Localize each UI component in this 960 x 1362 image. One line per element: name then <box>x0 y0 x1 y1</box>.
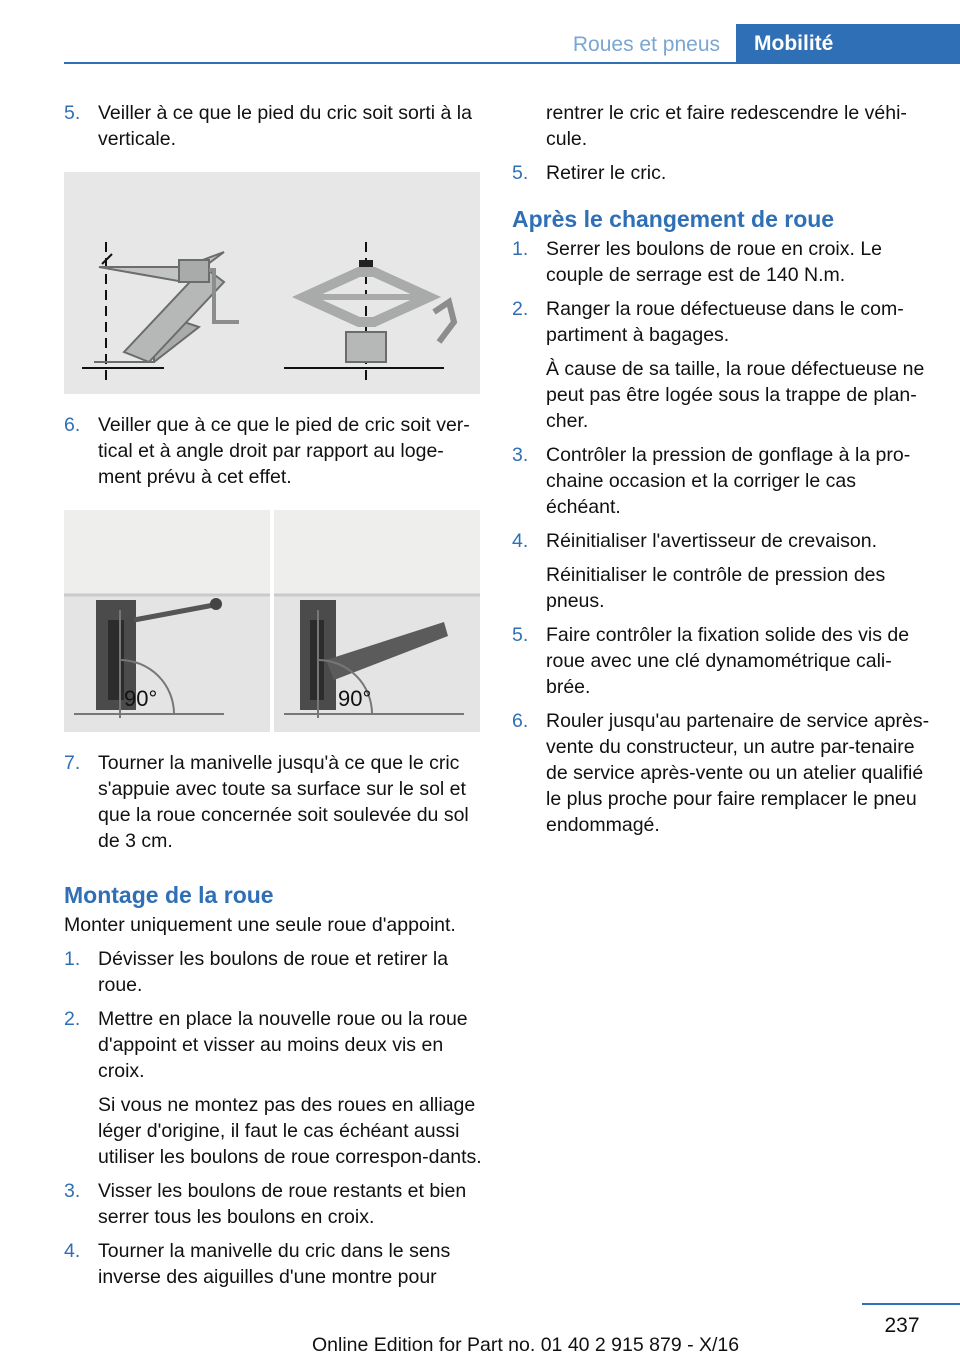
section-heading-apres: Après le changement de roue <box>512 206 835 232</box>
step-text: Veiller à ce que le pied du cric soit sorti à la verticale. <box>98 102 472 150</box>
step-text: Contrôler la pression de gonflage à la pro‐chaine occasion et la corriger le cas échéant. <box>546 444 911 518</box>
step-text: Rouler jusqu'au partenaire de service après-vente du constructeur, un autre par‐tenaire de service après-vente ou un atelier qualifié le plus proche pour faire remplacer le pneu endommagé. <box>546 710 930 836</box>
step-text: Faire contrôler la fixation solide des vis de roue avec une clé dynamométrique cali‐brée. <box>546 624 910 698</box>
step-5-remove-jack <box>512 160 932 186</box>
step-number: 5. <box>512 162 529 184</box>
step-text: Serrer les boulons de roue en croix. Le couple de serrage est de 140 N.m. <box>546 238 883 286</box>
step-number: 7. <box>64 752 81 774</box>
angle-label-right: 90° <box>338 686 372 711</box>
step-4-continued: rentrer le cric et faire redescendre le véhi‐cule. <box>546 102 907 150</box>
step-5 <box>64 100 482 152</box>
jack-angle-drawing <box>64 510 480 732</box>
header-chapter-tab: Mobilité <box>736 24 960 64</box>
section-intro: Monter uniquement une seule roue d'appoint. <box>64 914 456 936</box>
step-number: 4. <box>64 1240 81 1262</box>
step-text: Visser les boulons de roue restants et bien serrer tous les boulons en croix. <box>98 1180 467 1228</box>
left-column <box>64 100 482 1298</box>
step-number: 2. <box>64 1008 81 1030</box>
step-4 <box>512 528 932 554</box>
step-2 <box>512 296 932 348</box>
step-number: 4. <box>512 530 529 552</box>
step-number: 5. <box>64 102 81 124</box>
step-2-note: À cause de sa taille, la roue défectueuse ne peut pas être logée sous la trappe de plan‐cher. <box>546 358 925 432</box>
step-text: Ranger la roue défectueuse dans le com‐partiment à bagages. <box>546 298 904 346</box>
step-4 <box>64 1238 482 1290</box>
jack-angle-illustration <box>64 510 480 732</box>
jack-drawing <box>64 172 480 394</box>
step-number: 1. <box>512 238 529 260</box>
step-6 <box>512 708 932 838</box>
step-3 <box>512 442 932 520</box>
header-rule <box>64 62 960 64</box>
step-5 <box>512 622 932 700</box>
step-number: 2. <box>512 298 529 320</box>
step-number: 6. <box>512 710 529 732</box>
footer-rule <box>862 1303 960 1305</box>
step-4-note: Réinitialiser le contrôle de pression des pneus. <box>546 564 886 612</box>
step-text: Tourner la manivelle jusqu'à ce que le cric s'appuie avec toute sa surface sur le sol et que la roue concernée soit soulevée du sol de 3 cm. <box>98 752 469 852</box>
step-text: Veiller que à ce que le pied de cric soit ver‐tical et à angle droit par rapport au loge‐ment prévu à cet effet. <box>98 414 470 488</box>
step-number: 3. <box>64 1180 81 1202</box>
step-number: 5. <box>512 624 529 646</box>
angle-label-left: 90° <box>124 686 158 711</box>
step-text: Réinitialiser l'avertisseur de crevaison. <box>546 530 878 552</box>
step-text: Tourner la manivelle du cric dans le sens inverse des aiguilles d'une montre pour <box>98 1240 451 1288</box>
right-column <box>512 100 932 846</box>
step-3 <box>64 1178 482 1230</box>
step-text: Mettre en place la nouvelle roue ou la roue d'appoint et visser au moins deux vis en croix. <box>98 1008 468 1082</box>
section-heading-montage: Montage de la roue <box>64 882 274 908</box>
header-section-title: Roues et pneus <box>572 33 720 56</box>
step-1 <box>64 946 482 998</box>
step-7 <box>64 750 482 854</box>
step-1 <box>512 236 932 288</box>
step-2 <box>64 1006 482 1084</box>
footer-edition: Online Edition for Part no. 01 40 2 915 879 - X/16 <box>312 1334 740 1356</box>
jack-vertical-illustration <box>64 172 480 394</box>
step-number: 1. <box>64 948 81 970</box>
step-2-note: Si vous ne montez pas des roues en alliage léger d'origine, il faut le cas échéant aussi utiliser les boulons de roue correspon‐dants. <box>98 1094 482 1168</box>
step-number: 3. <box>512 444 529 466</box>
step-6 <box>64 412 482 490</box>
step-text: Retirer le cric. <box>546 162 667 184</box>
step-number: 6. <box>64 414 81 436</box>
page-number: 237 <box>884 1314 920 1337</box>
step-text: Dévisser les boulons de roue et retirer la roue. <box>98 948 449 996</box>
